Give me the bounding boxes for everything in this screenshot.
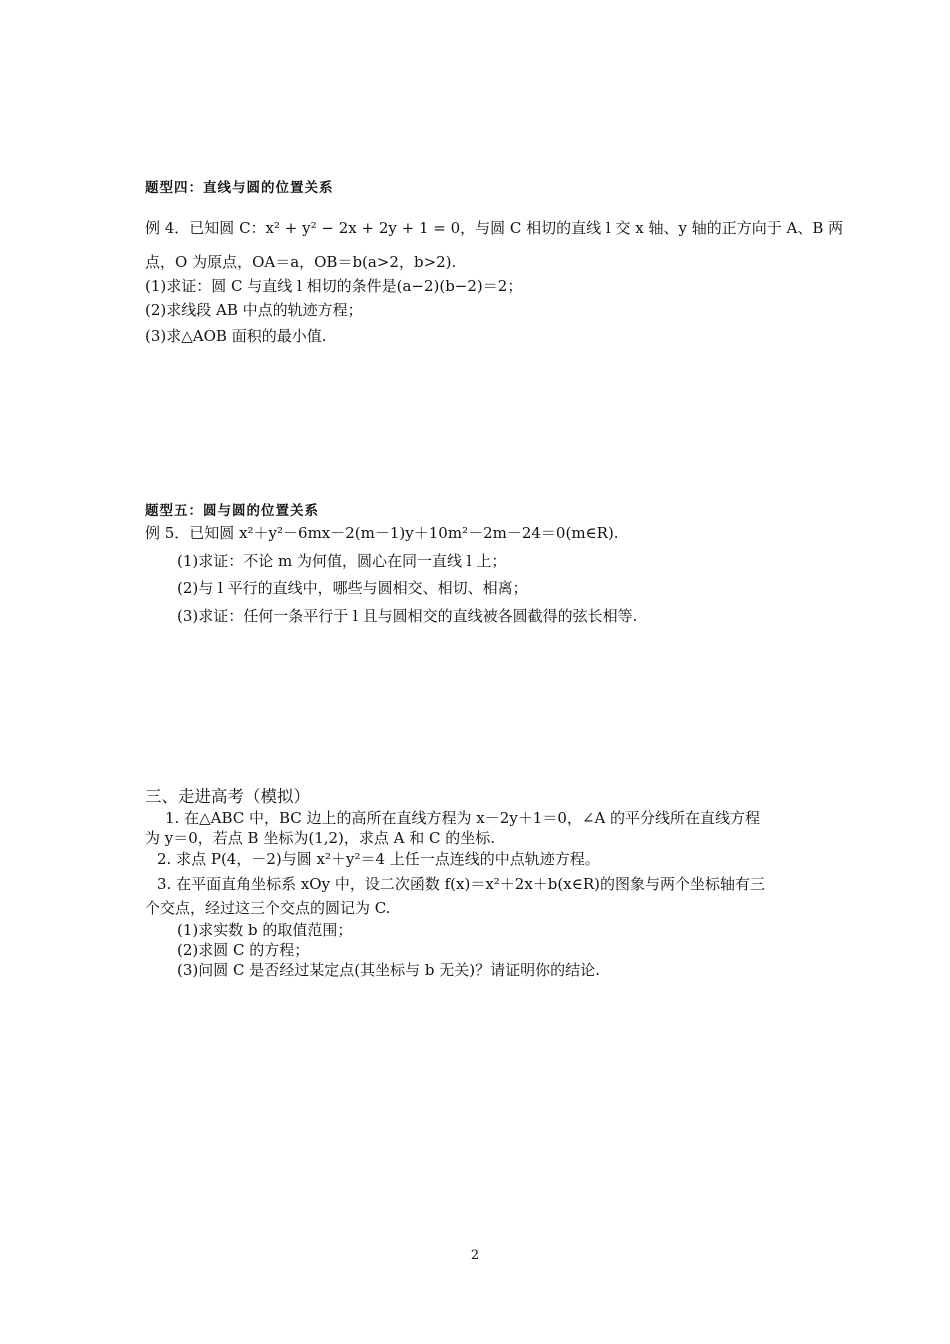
problem1-line1: 1. 在△ABC 中，BC 边上的高所在直线方程为 x－2y＋1＝0，∠A 的平分线所在直线方程 xyxy=(165,809,761,827)
type5-heading: 题型五：圆与圆的位置关系 xyxy=(145,503,319,519)
problem2: 2. 求点 P(4，－2)与圆 x²＋y²＝4 上任一点连线的中点轨迹方程。 xyxy=(157,850,600,868)
type4-heading: 题型四：直线与圆的位置关系 xyxy=(145,180,334,196)
example4-q2: (2)求线段 AB 中点的轨迹方程； xyxy=(145,301,363,319)
problem1-line2: 为 y＝0，若点 B 坐标为(1,2)，求点 A 和 C 的坐标. xyxy=(145,829,496,847)
example4-line1: 例 4．已知圆 C：x² + y² − 2x + 2y + 1 = 0，与圆 C 相切的直线 l 交 x 轴、y 轴的正方向于 A、B 两 xyxy=(145,219,844,237)
example5-q1: (1)求证：不论 m 为何值，圆心在同一直线 l 上； xyxy=(177,552,507,570)
section3-heading: 三、走进高考（模拟） xyxy=(145,787,310,806)
problem3-q3: (3)问圆 C 是否经过某定点(其坐标与 b 无关)？请证明你的结论. xyxy=(177,961,600,979)
page-number: 2 xyxy=(470,1248,480,1263)
example4-line2: 点，O 为原点，OA＝a，OB＝b(a>2，b>2). xyxy=(145,253,457,271)
example5-q2: (2)与 l 平行的直线中，哪些与圆相交、相切、相离； xyxy=(177,579,528,597)
problem3-q2: (2)求圆 C 的方程； xyxy=(177,941,310,959)
example5-q3: (3)求证：任何一条平行于 l 且与圆相交的直线被各圆截得的弦长相等. xyxy=(177,607,638,625)
problem3-q1: (1)求实数 b 的取值范围； xyxy=(177,921,353,939)
example5-line1: 例 5．已知圆 x²＋y²－6mx－2(m－1)y＋10m²－2m－24＝0(m∈R). xyxy=(145,524,619,542)
problem3-line2: 个交点，经过这三个交点的圆记为 C. xyxy=(145,899,391,917)
example4-q1: (1)求证：圆 C 与直线 l 相切的条件是(a−2)(b−2)＝2； xyxy=(145,277,523,295)
problem3-line1: 3. 在平面直角坐标系 xOy 中，设二次函数 f(x)＝x²＋2x＋b(x∈R)的图象与两个坐标轴有三 xyxy=(157,875,765,893)
example4-q3: (3)求△AOB 面积的最小值. xyxy=(145,327,327,345)
